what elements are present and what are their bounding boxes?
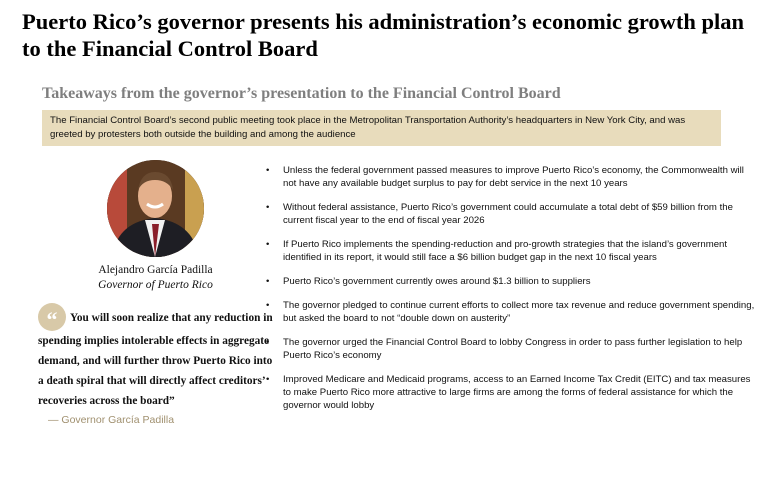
quote-text: You will soon realize that any reduction in spending implies intolerable effects in aggregate demand, and will further throw Puerto Rico into a death spiral that will directly affect creditors’ recoveries across the board” <box>38 312 273 407</box>
profile-role: Governor of Puerto Rico <box>98 279 213 291</box>
summary-box: The Financial Control Board’s second public meeting took place in the Metropolitan Transportation Authority’s headquarters in New York City, and was greeted by protesters both outside the building and among the audience <box>42 110 721 146</box>
section-subtitle: Takeaways from the governor’s presentation to the Financial Control Board <box>42 85 561 102</box>
content-row <box>0 160 765 427</box>
quote-attribution: — Governor García Padilla <box>48 414 175 426</box>
list-item: • Puerto Rico’s government currently owes around $1.3 billion to suppliers <box>266 275 756 288</box>
list-item: • Improved Medicare and Medicaid programs, access to an Earned Income Tax Credit (EITC) and tax measures to make Puerto Rico more attractive to large firms are among the forms of federal assistance for which the governor would lobby <box>266 373 756 412</box>
list-item: • The governor pledged to continue current efforts to collect more tax revenue and reduce government spending, but asked the board to not “double down on austerity” <box>266 299 756 325</box>
takeaways-list <box>266 160 756 427</box>
list-item: • If Puerto Rico implements the spending-reduction and pro-growth strategies that the island’s government identified in its report, it would still face a $6 billion budget gap in the next 10 fiscal years <box>266 238 756 264</box>
page-title: Puerto Rico’s governor presents his administration’s economic growth plan to the Financial Control Board <box>22 9 745 61</box>
profile-caption <box>38 263 273 293</box>
pull-quote <box>38 303 273 411</box>
list-item: • The governor urged the Financial Control Board to lobby Congress in order to pass further legislation to help Puerto Rico’s economy <box>266 336 756 362</box>
quote-mark-icon: “ <box>38 303 66 331</box>
governor-photo <box>107 160 204 257</box>
profile-column <box>38 160 273 427</box>
list-item: • Unless the federal government passed measures to improve Puerto Rico’s economy, the Commonwealth will not have any available budget surplus to pay for debt service in the next 10 years <box>266 164 756 190</box>
list-item: • Without federal assistance, Puerto Rico’s government could accumulate a total debt of $59 billion from the current fiscal year to the end of fiscal year 2026 <box>266 201 756 227</box>
profile-name: Alejandro García Padilla <box>98 264 213 276</box>
